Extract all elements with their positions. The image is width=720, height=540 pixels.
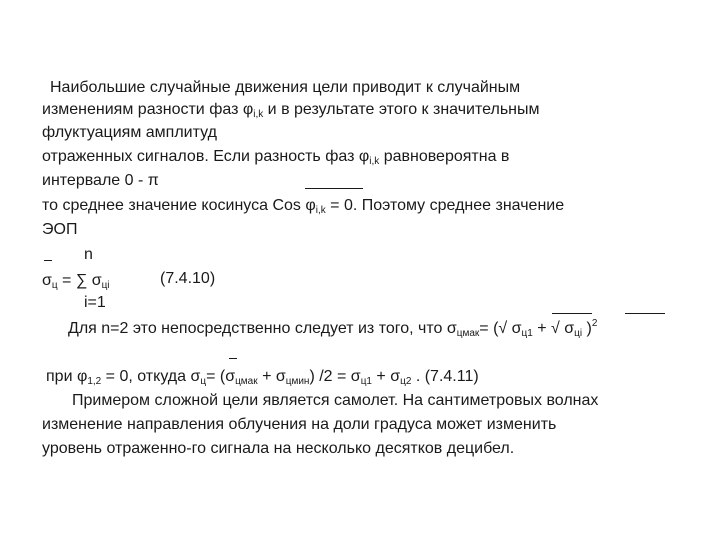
sum-lower-limit: i=1	[84, 294, 106, 311]
text-line: Для n=2 это непосредственно следует из того, что $\sigma_{цмак}=$ (√ $\sigma_{ц1}$ + √ $\sigma_{цi}$ )$^2$	[68, 318, 598, 339]
text-line: изменениям разности фаз $\varphi_{i,k}$ и в результате этого к значительным	[42, 101, 540, 120]
text-line: флуктуациям амплитуд	[42, 124, 217, 141]
text-line: ЭОП	[42, 221, 78, 238]
text-line: то среднее значение косинуса Cos $\varphi_{i,k} = 0$. Поэтому среднее значение	[42, 197, 565, 216]
equation-number: (7.4.10)	[160, 270, 216, 287]
text-line: Примером сложной цели является самолет. На сантиметровых волнах	[72, 392, 599, 409]
formula-7-4-11: при $\varphi_{1,2} = 0$, откуда $\sigma_ц= (\sigma_{цмак} + \sigma_{цмин}) /2 = \sigma_{ц1} + \sigma_{ц2}$ . (7.4.11)	[46, 368, 479, 387]
mean-bar	[44, 260, 52, 261]
overline-cos	[305, 188, 363, 189]
text-line: уровень отраженно-го сигнала на несколько десятков децибел.	[42, 440, 515, 457]
sum-upper-limit: n	[84, 246, 93, 263]
formula-7-4-10: $\sigma_ц$ = ∑ $\sigma_{цi}$	[42, 272, 110, 291]
text-line: отраженных сигналов. Если разность фаз $\varphi_{i,k}$ равновероятна в	[42, 148, 510, 167]
overline-root-2	[625, 313, 665, 314]
mean-bar	[229, 358, 237, 359]
text-line: интервале 0 - π	[42, 172, 159, 189]
overline-root-1	[552, 313, 592, 314]
text-line: изменение направления облучения на доли градуса может изменить	[42, 416, 557, 433]
text-line: Наибольшие случайные движения цели приводит к случайным	[50, 79, 521, 96]
